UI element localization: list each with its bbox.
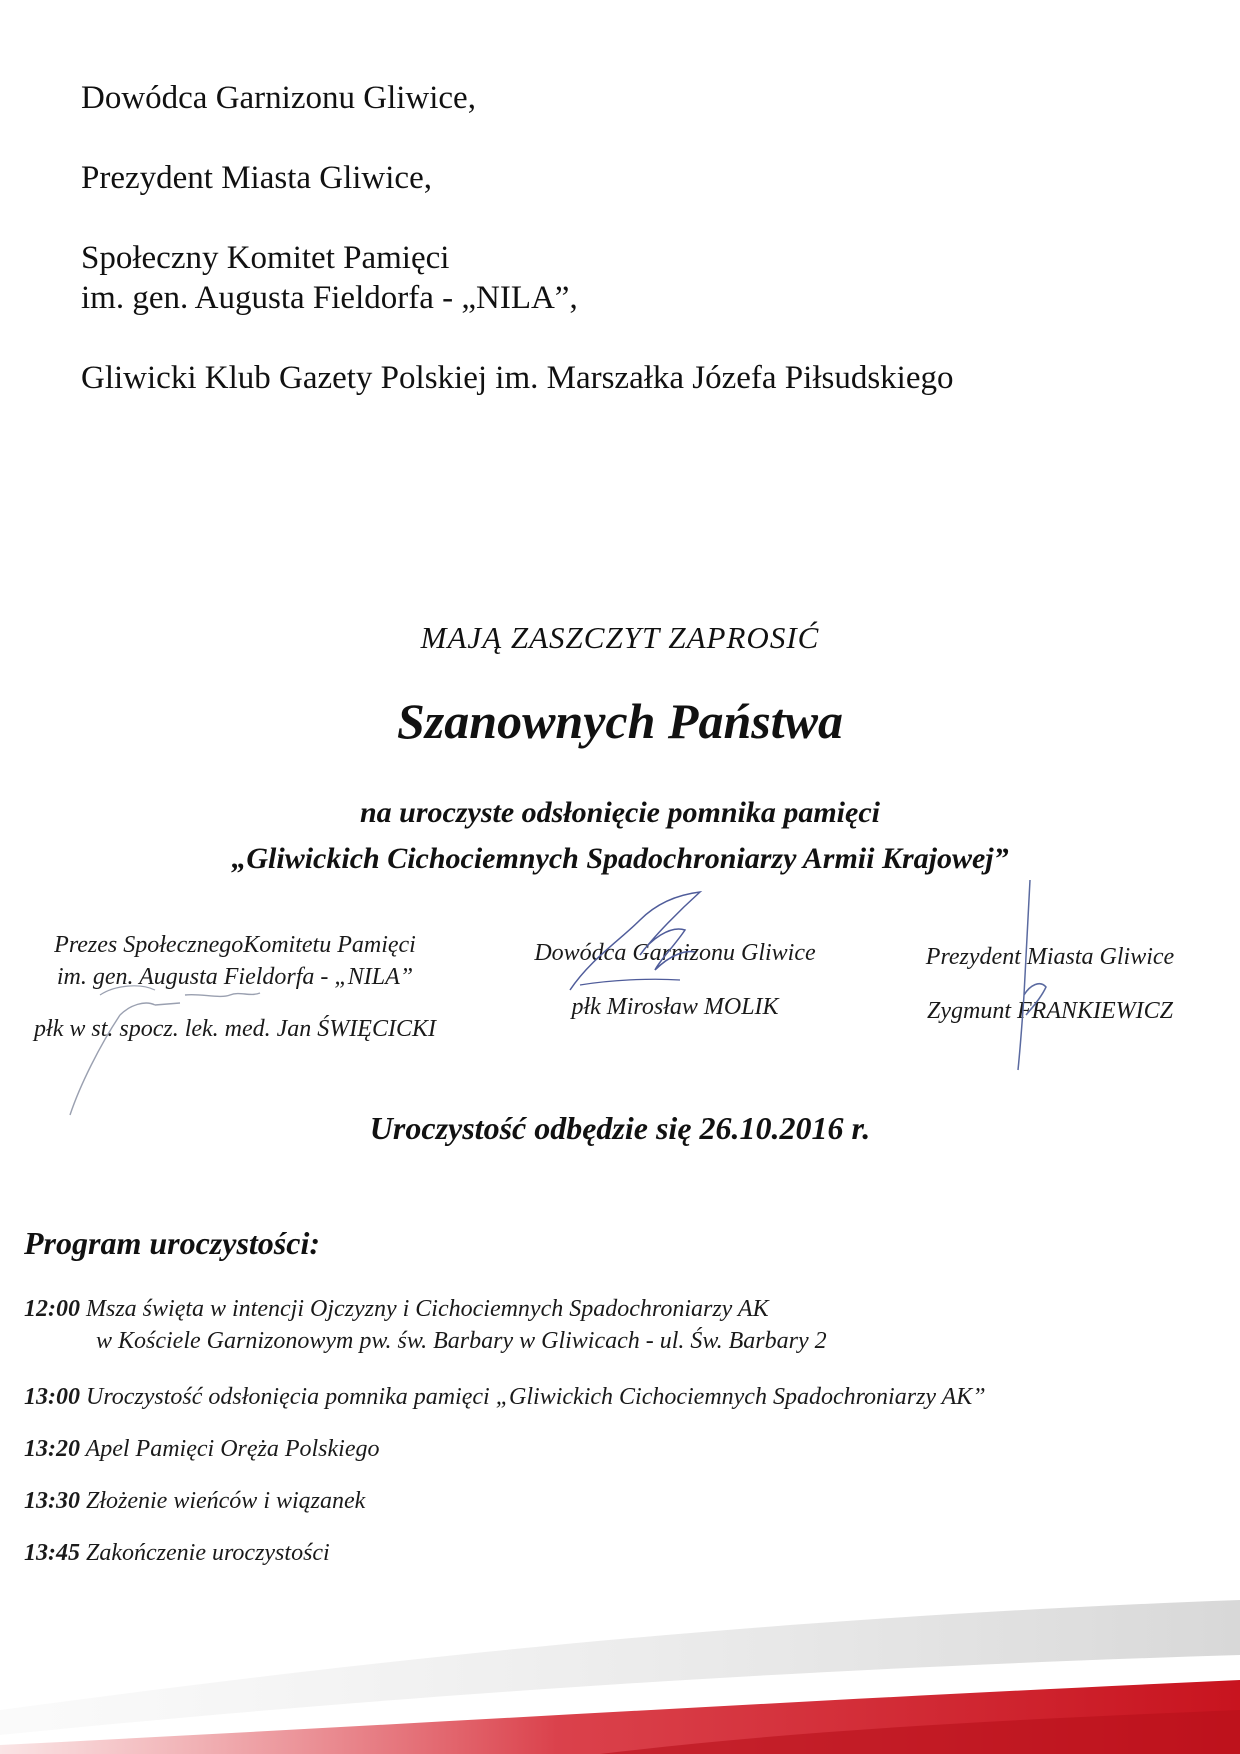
host-garrison-commander: Dowódca Garnizonu Gliwice,: [81, 80, 476, 116]
program-item-time: 13:45: [24, 1540, 80, 1566]
host-committee-line2: im. gen. Augusta Fieldorfa - „NILA”,: [81, 280, 578, 316]
program-item-time: 13:30: [24, 1488, 80, 1514]
program-title: Program uroczystości:: [24, 1225, 320, 1261]
program-item-text: Złożenie wieńców i wiązanek: [86, 1488, 366, 1514]
invite-heading: MAJĄ ZASZCZYT ZAPROSIĆ: [420, 620, 820, 655]
host-committee-line1: Społeczny Komitet Pamięci: [81, 240, 450, 276]
program-item-time: 13:00: [24, 1384, 80, 1410]
ceremony-date: Uroczystość odbędzie się 26.10.2016 r.: [369, 1110, 871, 1146]
event-description: na uroczyste odsłonięcie pomnika pamięci: [360, 796, 880, 829]
signatory-left-title: Prezes SpołecznegoKomitetu Pamięci: [54, 932, 416, 958]
signatory-left-name: płk w st. spocz. lek. med. Jan ŚWIĘCICKI: [34, 1016, 436, 1042]
program-item-text: Msza święta w intencji Ojczyzny i Cichociemnych Spadochroniarzy AK: [86, 1296, 769, 1322]
program-item-continuation: w Kościele Garnizonowym pw. św. Barbary w Gliwicach - ul. Św. Barbary 2: [96, 1328, 827, 1354]
signatory-left-subtitle: im. gen. Augusta Fieldorfa - „NILA”: [56, 964, 414, 990]
signatory-right-name: Zygmunt FRANKIEWICZ: [927, 998, 1173, 1024]
host-city-president: Prezydent Miasta Gliwice,: [81, 160, 432, 196]
salutation-heading: Szanownych Państwa: [397, 693, 843, 749]
signatory-center-title: Dowódca Garnizonu Gliwice: [534, 940, 816, 966]
program-item-time: 12:00: [24, 1296, 80, 1322]
program-item-text: Apel Pamięci Oręża Polskiego: [85, 1436, 380, 1462]
flag-wave-decoration: [0, 1560, 1240, 1754]
program-item: [24, 1384, 986, 1411]
program-item-time: 13:20: [24, 1436, 80, 1462]
signatory-right-title: Prezydent Miasta Gliwice: [925, 944, 1175, 970]
program-item-text: Uroczystość odsłonięcia pomnika pamięci „Gliwickich Cichociemnych Spadochroniarzy AK”: [86, 1384, 986, 1410]
program-item-text: Zakończenie uroczystości: [86, 1540, 330, 1566]
program-item: [24, 1436, 380, 1463]
signatory-garrison-commander: [520, 938, 830, 1028]
signatory-center-name: płk Mirosław MOLIK: [571, 994, 779, 1020]
signatory-committee-president: [0, 930, 470, 1050]
program-item: [24, 1296, 769, 1323]
host-gazeta-club: Gliwicki Klub Gazety Polskiej im. Marszałka Józefa Piłsudskiego: [81, 360, 954, 396]
signatory-city-president: [880, 942, 1220, 1032]
program-item: [24, 1488, 365, 1515]
event-monument-name: „Gliwickich Cichociemnych Spadochroniarzy Armii Krajowej”: [231, 842, 1009, 875]
